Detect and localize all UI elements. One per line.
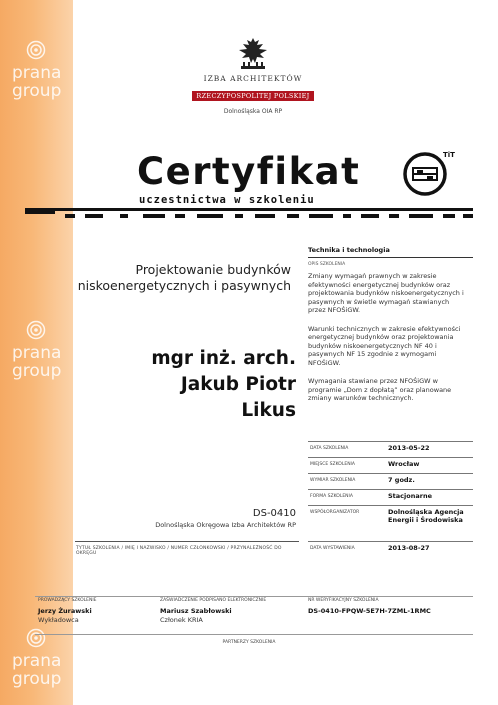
- instructor-label: PROWADZĄCY SZKOLENIE: [38, 598, 97, 603]
- detail-value: 7 godz.: [388, 476, 415, 484]
- signer-block: [160, 598, 300, 624]
- verification-code: DS-0410-FPQW-5E7H-7ZML-1RMC: [308, 607, 431, 615]
- brand-line1: prana: [12, 651, 62, 671]
- brand-line2: group: [12, 669, 62, 689]
- footer-rule: [35, 596, 473, 597]
- tit-badge-icon: [403, 148, 453, 198]
- brand-line1: prana: [12, 343, 62, 363]
- brand-line2: group: [12, 361, 62, 381]
- detail-label: DATA SZKOLENIA: [310, 446, 349, 451]
- instructor-role: Wykładowca: [38, 616, 79, 624]
- member-number: DS-0410: [252, 508, 296, 519]
- eagle-emblem-icon: [233, 36, 273, 72]
- issue-date-label: DATA WYSTAWIENIA: [310, 546, 355, 551]
- verification-label: NR WERYFIKACYJNY SZKOLENIA: [308, 598, 379, 603]
- course-category: Technika i technologia: [308, 246, 473, 258]
- instructor-block: [38, 598, 148, 624]
- participant-name: [76, 346, 296, 424]
- verification-block: [308, 598, 473, 615]
- description-paragraph-3: Wymagania stawiane przez NFOŚiGW w programie „Dom z dopłatą” oraz planowane zmiany warunków technicznych.: [308, 377, 452, 402]
- detail-row-issue-date: [308, 541, 473, 556]
- member-organization: Dolnośląska Okręgowa Izba Architektów RP: [155, 521, 296, 529]
- badge-label: TiT: [443, 151, 455, 159]
- left-caption: TYTUŁ SZKOLENIA / IMIĘ I NAZWISKO / NUMER CZŁONKOWSKI / PRZYNALEŻNOŚĆ DO OKRĘGU: [76, 546, 282, 556]
- detail-value: Stacjonarne: [388, 492, 432, 500]
- participant-first-names: Jakub Piotr: [180, 374, 296, 395]
- detail-label: WYMIAR SZKOLENIA: [310, 478, 356, 483]
- detail-label: WSPÓŁORGANIZATOR: [310, 510, 360, 515]
- detail-row-date: [308, 441, 473, 456]
- detail-value: Dolnośląska Agencja Energii i Środowiska: [388, 508, 464, 524]
- swirl-icon: [26, 628, 46, 648]
- detail-value: 2013-05-22: [388, 444, 430, 452]
- izba-logo: [178, 36, 328, 102]
- detail-value: Wrocław: [388, 460, 420, 468]
- prana-logo-bottom: [12, 628, 72, 688]
- institution-country: RZECZYPOSPOLITEJ POLSKIEJ: [192, 91, 313, 101]
- detail-label: FORMA SZKOLENIA: [310, 494, 353, 499]
- course-title: [31, 262, 291, 294]
- prana-logo-top: [12, 40, 72, 100]
- barcode-divider: [25, 208, 473, 220]
- swirl-icon: [26, 40, 46, 60]
- participant-surname: Likus: [241, 400, 296, 421]
- partners-rule: [35, 634, 473, 635]
- prana-logo-middle: [12, 320, 72, 380]
- signer-label: ZAŚWIADCZENIE PODPISANO ELEKTRONICZNIE: [160, 598, 267, 603]
- detail-row-place: [308, 457, 473, 472]
- description-paragraph-1: Zmiany wymagań prawnych w zakresie efektywności energetycznej budynków oraz projektowania budynków niskoenergetycznych i pasywnych w świetle wymagań stawianych przez NFOŚiGW.: [308, 272, 464, 314]
- institution-name: IZBA ARCHITEKTÓW: [203, 74, 303, 83]
- certificate-subtitle: uczestnictwa w szkoleniu: [139, 194, 315, 206]
- swirl-icon: [26, 320, 46, 340]
- detail-row-duration: [308, 473, 473, 488]
- signer-name: Mariusz Szabłowski: [160, 607, 232, 615]
- issue-date-value: 2013-08-27: [388, 544, 430, 552]
- certificate-title: Certyfikat: [137, 150, 361, 193]
- brand-line1: prana: [12, 63, 62, 83]
- left-caption-rule: [75, 541, 299, 542]
- detail-row-coorganizer: [308, 505, 473, 532]
- course-details: [308, 246, 473, 403]
- description-paragraph-2: Warunki technicznych w zakresie efektywności energetycznej budynków oraz projektowania budynków niskoenergetycznych NF 40 i pasywnych NF 15 zgodnie z wymogami NFOŚiGW.: [308, 324, 461, 367]
- instructor-name: Jerzy Żurawski: [38, 607, 92, 615]
- participant-title: mgr inż. arch.: [151, 348, 296, 369]
- chamber-name: Dolnośląska OIA RP: [223, 108, 283, 115]
- detail-label: MIEJSCE SZKOLENIA: [310, 462, 355, 467]
- partners-label: PARTNERZY SZKOLENIA: [222, 640, 276, 645]
- signer-role: Członek KRIA: [160, 616, 203, 624]
- brand-line2: group: [12, 81, 62, 101]
- description-label: OPIS SZKOLENIA: [308, 262, 346, 267]
- course-title-line2: niskoenergetycznych i pasywnych: [77, 278, 291, 293]
- course-title-line1: Projektowanie budynków: [135, 262, 291, 277]
- detail-row-form: [308, 489, 473, 504]
